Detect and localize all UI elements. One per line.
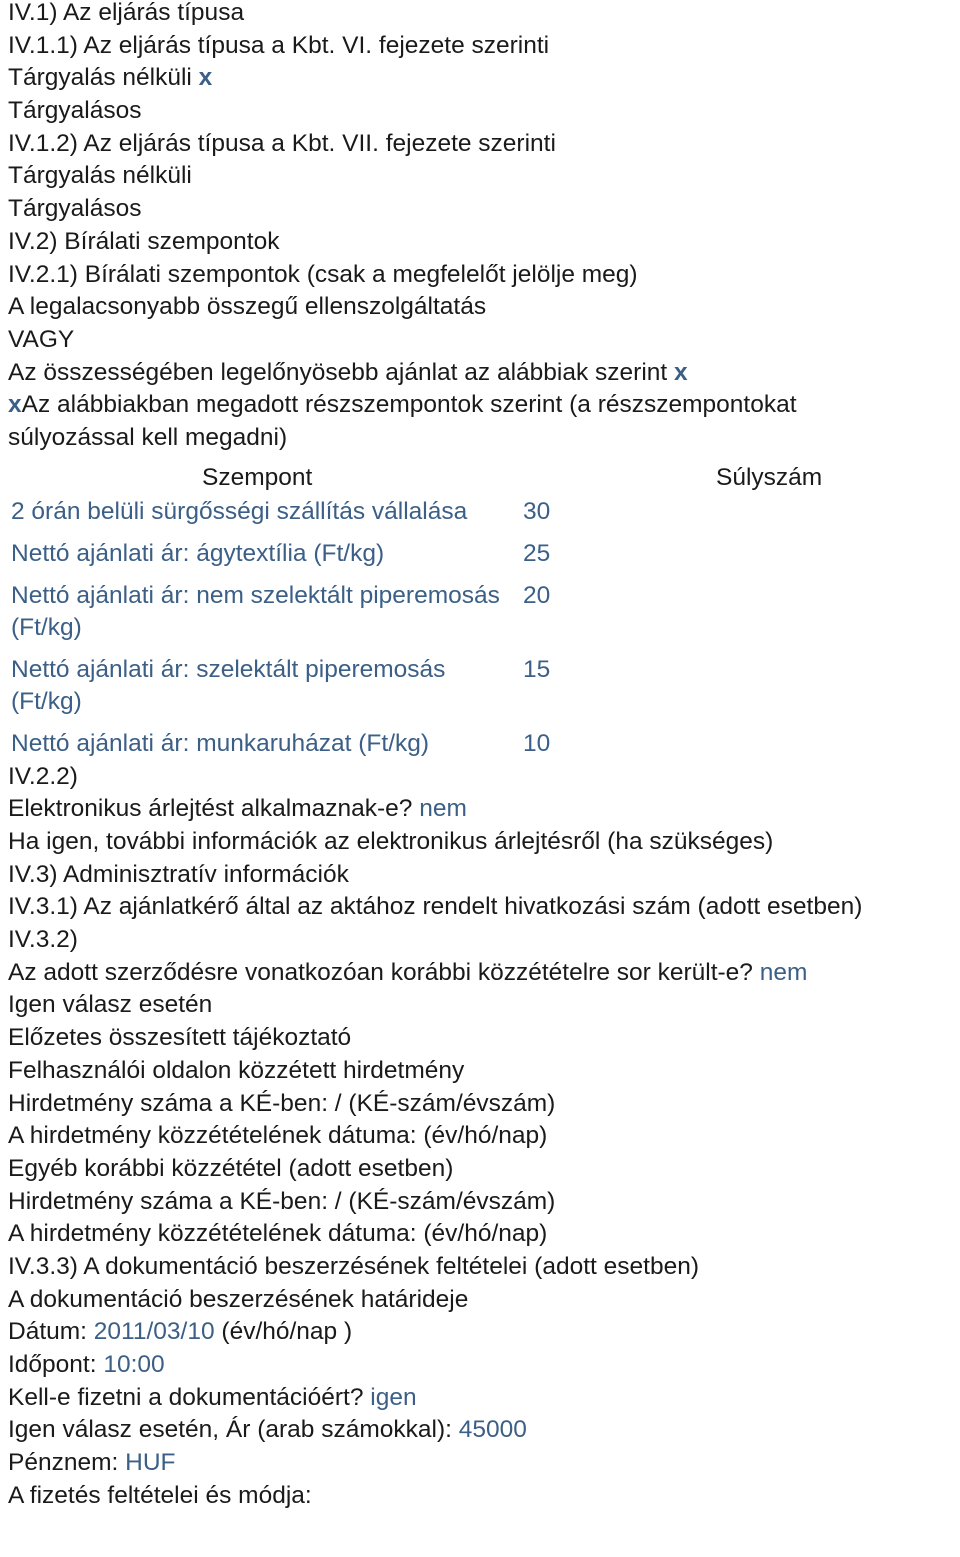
- question-label: Elektronikus árlejtést alkalmaznak-e?: [8, 795, 413, 823]
- time-value: 10:00: [103, 1351, 165, 1378]
- table-row: [11, 654, 583, 728]
- criterion-name: Nettó ajánlati ár: szelektált piperemosás (Ft/kg): [11, 655, 446, 715]
- document: [8, 0, 960, 1515]
- currency-label: Pénznem:: [8, 1449, 119, 1477]
- section-iv3-1-title: IV.3.1) Az ajánlatkérő által az aktához rendelt hivatkozási szám (adott esetben): [8, 893, 863, 921]
- option-negotiation-vi: Tárgyalásos: [8, 97, 142, 125]
- section-iv3-3-title: IV.3.3) A dokumentáció beszerzésének feltételei (adott esetben): [8, 1252, 699, 1280]
- criterion-name: 2 órán belüli sürgősségi szállítás vállalása: [11, 497, 468, 525]
- column-header-criterion: Szempont: [202, 463, 313, 491]
- price-value: 45000: [458, 1416, 527, 1444]
- criterion-weight: 10: [523, 729, 551, 757]
- notice-number-1: Hirdetmény száma a KÉ-ben: / (KÉ-szám/évszám): [8, 1089, 556, 1117]
- doc-deadline: A dokumentáció beszerzésének határideje: [8, 1285, 469, 1313]
- criteria-table: [11, 496, 583, 764]
- answer-value: nem: [419, 795, 467, 823]
- criterion-name: Nettó ajánlati ár: nem szelektált piperemosás (Ft/kg): [11, 581, 500, 641]
- criterion-weight: 30: [523, 497, 551, 525]
- buyer-profile-notice: Felhasználói oldalon közzétett hirdetmény: [8, 1056, 465, 1084]
- if-yes-label: Igen válasz esetén: [8, 991, 213, 1019]
- notice-date-2: A hirdetmény közzétételének dátuma: (év/hó/nap): [8, 1220, 548, 1248]
- notice-date-1: A hirdetmény közzétételének dátuma: (év/hó/nap): [8, 1122, 548, 1150]
- section-iv1-1-title: IV.1.1) Az eljárás típusa a Kbt. VI. fejezete szerinti: [8, 31, 550, 59]
- other-prior-publication: Egyéb korábbi közzététel (adott esetben): [8, 1154, 454, 1182]
- selected-mark: x: [198, 64, 213, 92]
- eauction-question: [8, 796, 960, 829]
- section-iv2-title: IV.2) Bírálati szempontok: [8, 227, 280, 255]
- eauction-info: Ha igen, további információk az elektronikus árlejtésről (ha szükséges): [8, 828, 774, 855]
- or-separator: VAGY: [8, 325, 75, 353]
- selected-mark: x: [8, 391, 22, 419]
- criteria-header: [8, 458, 960, 494]
- section-iv1-title: IV.1) Az eljárás típusa: [8, 0, 245, 26]
- payment-question: [8, 1385, 960, 1418]
- notice-number-2: Hirdetmény száma a KÉ-ben: / (KÉ-szám/évszám): [8, 1187, 556, 1215]
- option-sub-criteria-cont: súlyozással kell megadni): [8, 423, 288, 451]
- option-label: Az összességében legelőnyösebb ajánlat az alábbiak szerint: [8, 358, 668, 386]
- option-negotiation-vii: Tárgyalásos: [8, 195, 142, 223]
- option-best-value: [8, 360, 960, 393]
- criterion-name: Nettó ajánlati ár: ágytextília (Ft/kg): [11, 539, 385, 567]
- price-row: [8, 1417, 960, 1450]
- time-row: [8, 1352, 960, 1385]
- date-label: Dátum:: [8, 1318, 87, 1346]
- section-iv1-2-title: IV.1.2) Az eljárás típusa a Kbt. VII. fejezete szerinti: [8, 129, 556, 157]
- table-row: [11, 538, 583, 580]
- table-row: [11, 580, 583, 654]
- time-label: Időpont:: [8, 1351, 97, 1378]
- date-format: (év/hó/nap ): [221, 1318, 353, 1346]
- section-iv2-1-title: IV.2.1) Bírálati szempontok (csak a megfelelőt jelölje meg): [8, 260, 638, 288]
- criterion-weight: 25: [523, 539, 551, 567]
- payment-terms: A fizetés feltételei és módja:: [8, 1481, 312, 1509]
- column-header-weight: Súlyszám: [716, 463, 823, 491]
- option-label: Az alábbiakban megadott részszempontok szerint (a részszempontokat: [21, 391, 797, 419]
- option-sub-criteria: [8, 392, 960, 425]
- question-label: Az adott szerződésre vonatkozóan korábbi közzétételre sor került-e?: [8, 958, 753, 986]
- criterion-weight: 15: [523, 655, 551, 683]
- date-value: 2011/03/10: [93, 1318, 215, 1346]
- option-no-negotiation-vi: [8, 65, 960, 98]
- section-iv2-2-title: IV.2.2): [8, 762, 78, 790]
- section-iv3-title: IV.3) Adminisztratív információk: [8, 860, 349, 888]
- currency-value: HUF: [125, 1449, 176, 1477]
- selected-mark: x: [674, 358, 688, 386]
- table-row: [11, 496, 583, 538]
- date-row: [8, 1319, 960, 1352]
- table-row: [11, 728, 583, 764]
- option-label: Tárgyalás nélküli: [8, 64, 192, 92]
- answer-value: igen: [370, 1383, 417, 1411]
- option-lowest-price: A legalacsonyabb összegű ellenszolgáltatás: [8, 293, 487, 321]
- question-label: Kell-e fizetni a dokumentációért?: [8, 1383, 364, 1411]
- option-no-negotiation-vii: Tárgyalás nélküli: [8, 162, 192, 190]
- answer-value: nem: [759, 958, 808, 986]
- criterion-name: Nettó ajánlati ár: munkaruházat (Ft/kg): [11, 729, 430, 757]
- criterion-weight: 20: [523, 581, 551, 609]
- prior-info-notice: Előzetes összesített tájékoztató: [8, 1024, 352, 1052]
- section-iv3-2-title: IV.3.2): [8, 926, 78, 954]
- currency-row: [8, 1450, 960, 1483]
- price-label: Igen válasz esetén, Ár (arab számokkal):: [8, 1416, 452, 1444]
- prior-publication-question: [8, 960, 960, 993]
